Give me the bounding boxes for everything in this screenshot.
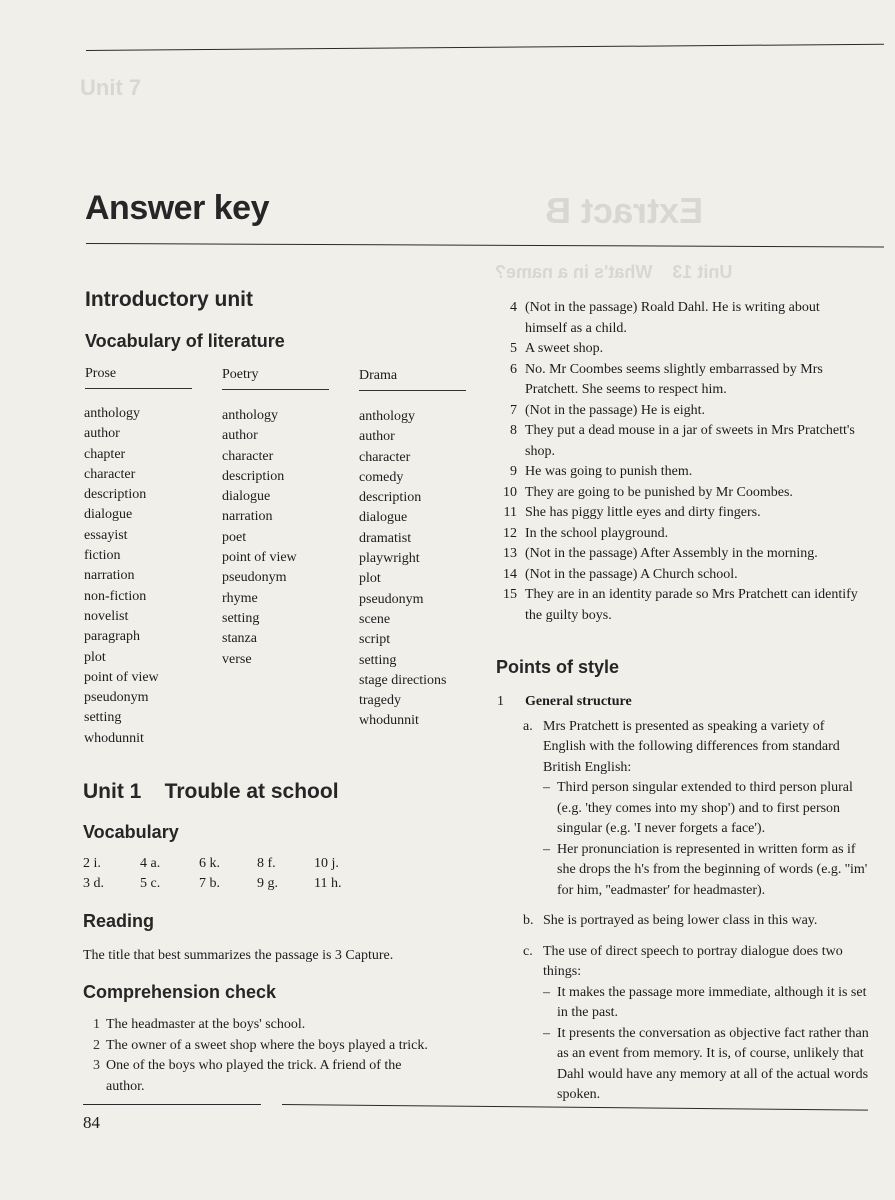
list-item: point of view — [84, 669, 159, 685]
dash-text: Her pronunciation is represented in written form as if she drops the h's from the beginning of words (e.g. ''im' for him, ''eadmaster' for headmaster). — [557, 841, 868, 898]
list-item: pseudonym — [359, 591, 424, 607]
item-letter: b. — [523, 913, 534, 928]
item-text: (Not in the passage) After Assembly in the morning. — [525, 546, 818, 561]
style-item-b — [497, 911, 869, 932]
list-item — [497, 462, 862, 483]
list-item: author — [84, 426, 120, 442]
list-item: non-fiction — [84, 588, 147, 604]
list-item: anthology — [222, 408, 278, 423]
list-item: chapter — [84, 446, 126, 462]
list-item: setting — [84, 710, 122, 726]
drama-header: Drama — [359, 368, 398, 383]
item-text: (Not in the passage) He is eight. — [525, 402, 706, 418]
list-item: pseudonym — [84, 690, 149, 706]
reading-text: The title that best summarizes the passage is 3 Capture. — [83, 948, 394, 963]
list-item: narration — [222, 509, 273, 525]
item-text: No. Mr Coombes seems slightly embarrassed by Mrs Pratchett. She seems to respect him. — [525, 361, 823, 397]
drama-list — [359, 407, 446, 732]
list-item: plot — [359, 571, 381, 587]
item-number: 3 — [93, 1058, 100, 1073]
intro-heading: Introductory unit — [85, 288, 253, 311]
item-text: They are going to be punished by Mr Coombes. — [525, 484, 793, 500]
comprehension-heading: Comprehension check — [83, 982, 277, 1002]
points-of-style-section — [497, 692, 869, 1106]
reading-heading: Reading — [83, 911, 155, 931]
list-item: description — [222, 468, 285, 484]
list-item: whodunnit — [84, 730, 144, 746]
unit1-heading: Unit 1 Trouble at school — [83, 780, 339, 803]
list-item — [84, 1056, 464, 1097]
vocab-answer: 9 g. — [257, 876, 278, 891]
bottom-rule-left — [83, 1104, 261, 1105]
item-number: 6 — [510, 361, 517, 377]
vocab-answer: 10 j. — [314, 856, 339, 871]
list-item: pseudonym — [222, 570, 287, 586]
list-item: narration — [84, 568, 135, 584]
vocab-answer: 3 d. — [83, 876, 104, 891]
top-rule — [86, 44, 884, 51]
item-text: One of the boys who played the trick. A friend of the author. — [106, 1058, 402, 1094]
section-title: General structure — [525, 694, 632, 709]
list-item: essayist — [84, 527, 128, 543]
list-item: script — [359, 632, 391, 648]
item-number: 2 — [93, 1037, 100, 1053]
dash-text: Third person singular extended to third person plural (e.g. 'they comes into my shop') and to first person singular (e.g. 'I never forgets a face'). — [557, 780, 853, 836]
dash-mark: – — [543, 841, 550, 857]
list-item: dramatist — [359, 530, 412, 546]
item-text: Mrs Pratchett is presented as speaking a variety of English with the following differences from standard British English: — [543, 718, 840, 775]
item-text: They are in an identity parade so Mrs Pratchett can identify the guilty boys. — [525, 587, 858, 623]
unit1-vocab-heading: Vocabulary — [83, 822, 179, 842]
item-number: 10 — [503, 484, 517, 500]
points-of-style-heading: Points of style — [496, 657, 620, 677]
list-item: dialogue — [359, 510, 408, 526]
item-number: 5 — [510, 341, 517, 356]
vocab-answer: 4 a. — [140, 856, 161, 871]
style-item-a — [497, 717, 869, 779]
list-item: character — [222, 448, 274, 464]
item-text: The use of direct speech to portray dialogue does two things: — [543, 943, 843, 979]
item-text: A sweet shop. — [525, 341, 604, 356]
list-item — [84, 1036, 464, 1057]
style-item-c — [497, 942, 869, 983]
vocab-answer: 8 f. — [257, 856, 276, 871]
list-item: setting — [359, 652, 397, 668]
dash-item — [497, 1024, 869, 1106]
list-item: tragedy — [359, 693, 401, 709]
list-item: plot — [84, 649, 106, 665]
item-text: The headmaster at the boys' school. — [106, 1017, 306, 1032]
dash-item — [497, 983, 869, 1024]
ghost-extract-b: Extract B — [545, 190, 704, 231]
list-item: whodunnit — [359, 713, 419, 729]
list-item: paragraph — [84, 629, 140, 645]
item-text: In the school playground. — [525, 525, 669, 541]
page-number: 84 — [83, 1113, 100, 1132]
item-number: 15 — [503, 587, 517, 602]
list-item: verse — [222, 651, 252, 667]
list-item — [497, 483, 862, 504]
item-number: 9 — [510, 464, 517, 479]
list-item — [84, 1015, 464, 1036]
page-title: Answer key — [85, 189, 269, 227]
list-item — [497, 585, 862, 626]
dash-mark: – — [543, 984, 550, 1000]
item-text: She is portrayed as being lower class in this way. — [543, 913, 818, 928]
list-item: comedy — [359, 469, 404, 485]
list-item: point of view — [222, 550, 297, 566]
list-item: anthology — [359, 409, 415, 424]
list-item — [497, 524, 862, 545]
title-rule — [86, 243, 884, 247]
prose-header-rule — [85, 388, 192, 389]
list-item — [497, 298, 862, 339]
list-item: description — [84, 487, 147, 503]
list-item — [497, 339, 862, 360]
vocab-answer: 6 k. — [199, 856, 220, 871]
item-letter: a. — [523, 718, 533, 734]
list-item — [497, 503, 862, 524]
dash-text: It makes the passage more immediate, although it is set in the past. — [557, 984, 867, 1020]
general-structure-title — [497, 692, 869, 713]
dash-text: It presents the conversation as objective fact rather than as an event from memory. It is, of course, unlikely that Dahl would have any memory at all of the actual words spoken. — [557, 1025, 869, 1102]
list-item: scene — [359, 611, 391, 627]
dash-item — [497, 778, 869, 840]
list-item: novelist — [84, 608, 129, 624]
list-item: character — [84, 466, 136, 482]
list-item: anthology — [84, 406, 140, 421]
item-text: He was going to punish them. — [525, 464, 693, 479]
vocab-literature-heading: Vocabulary of literature — [85, 331, 285, 351]
item-number: 13 — [503, 546, 517, 561]
item-number: 1 — [93, 1017, 100, 1032]
item-number: 4 — [510, 300, 517, 315]
list-item: fiction — [84, 548, 121, 564]
list-item: setting — [222, 610, 260, 626]
dash-mark: – — [543, 780, 550, 795]
list-item: dialogue — [222, 489, 271, 505]
dash-mark: – — [543, 1025, 550, 1041]
item-text: They put a dead mouse in a jar of sweets in Mrs Pratchett's shop. — [525, 423, 855, 459]
prose-list — [84, 404, 159, 749]
item-number: 14 — [503, 566, 517, 582]
list-item — [497, 421, 862, 462]
item-number: 11 — [503, 505, 517, 520]
item-number: 12 — [503, 525, 517, 541]
poetry-list — [222, 406, 297, 670]
poetry-header: Poetry — [222, 367, 259, 382]
list-item — [497, 565, 862, 586]
ghost-unit7: Unit 7 — [80, 75, 142, 100]
section-number: 1 — [497, 694, 504, 709]
vocab-answer: 2 i. — [83, 856, 101, 871]
comprehension-list — [84, 1015, 464, 1097]
item-letter: c. — [523, 943, 533, 959]
dash-item — [497, 840, 869, 902]
poetry-header-rule — [222, 389, 329, 390]
drama-header-rule — [359, 390, 466, 391]
list-item — [497, 401, 862, 422]
vocab-answer: 11 h. — [314, 876, 342, 891]
item-text: (Not in the passage) Roald Dahl. He is writing about himself as a child. — [525, 300, 820, 336]
vocab-answer: 5 c. — [140, 876, 161, 891]
list-item: rhyme — [222, 590, 258, 606]
list-item: stanza — [222, 631, 257, 647]
list-item — [497, 544, 862, 565]
comprehension-list-continued — [497, 298, 862, 626]
list-item: author — [222, 428, 258, 444]
ghost-unit13: Unit 13 What's in a name? — [495, 262, 733, 282]
list-item: dialogue — [84, 507, 133, 523]
list-item: playwright — [359, 551, 420, 567]
list-item: description — [359, 490, 422, 506]
list-item: author — [359, 429, 395, 445]
item-text: She has piggy little eyes and dirty fingers. — [525, 505, 761, 520]
list-item: poet — [222, 529, 247, 545]
item-number: 8 — [510, 423, 517, 438]
list-item: character — [359, 449, 411, 465]
list-item — [497, 360, 862, 401]
vocab-answer: 7 b. — [199, 876, 220, 891]
list-item: stage directions — [359, 672, 447, 688]
item-text: The owner of a sweet shop where the boys played a trick. — [106, 1037, 428, 1053]
prose-header: Prose — [85, 366, 117, 381]
item-text: (Not in the passage) A Church school. — [525, 566, 738, 582]
item-number: 7 — [510, 402, 517, 418]
